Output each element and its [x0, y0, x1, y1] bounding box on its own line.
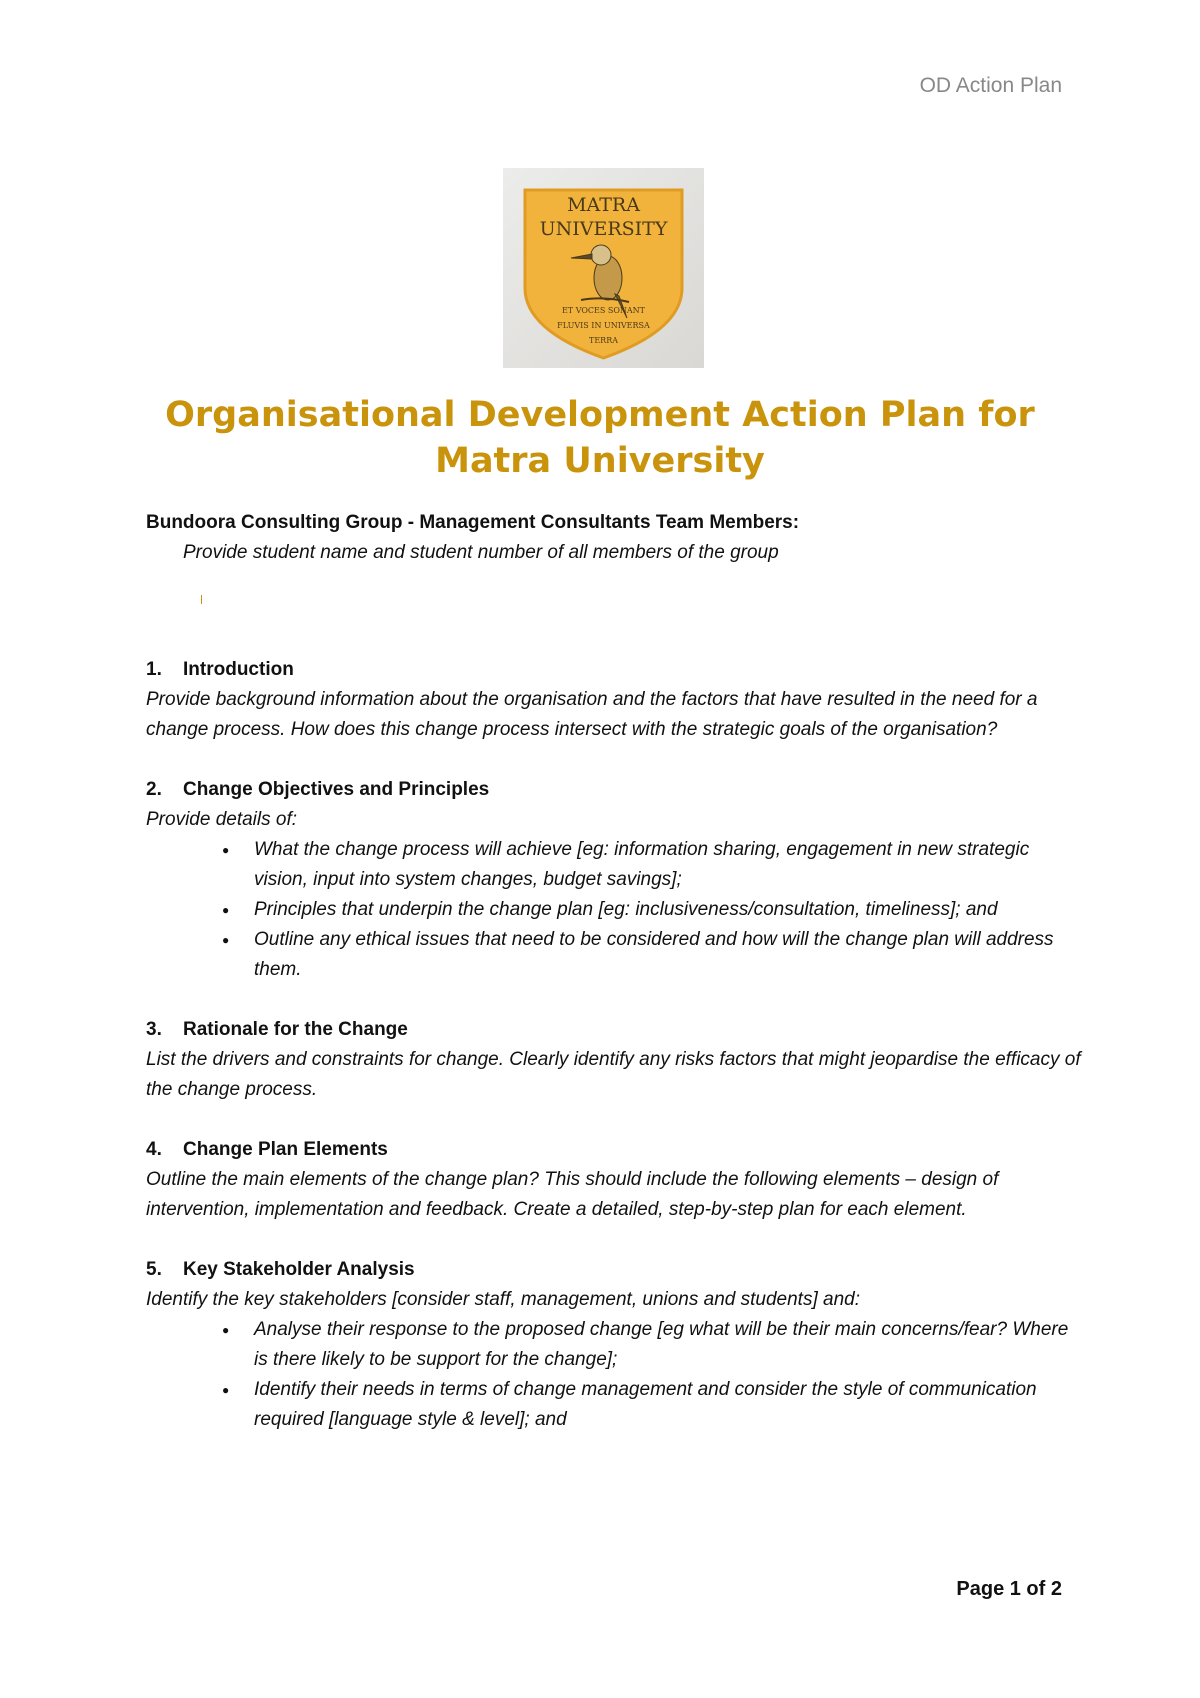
- section-title: Introduction: [183, 659, 294, 680]
- bullet-list: [146, 835, 1086, 985]
- logo-motto-1: ET VOCES SONANT: [561, 306, 646, 315]
- section: [146, 775, 1086, 985]
- university-logo: [503, 168, 704, 368]
- logo-line1: MATRA: [567, 194, 640, 216]
- section-heading: [146, 655, 1086, 685]
- section-text: Provide details of:: [146, 809, 298, 830]
- text-cursor-mark: [201, 595, 202, 604]
- section-text: List the drivers and constraints for change. Clearly identify any risks factors that might jeopardise the efficacy of the change process.: [146, 1049, 1081, 1100]
- section-text: Provide background information about the organisation and the factors that have resulted in the need for a change process. How does this change process intersect with the strategic goals of the organisation?: [146, 689, 1038, 740]
- section-text: Outline the main elements of the change plan? This should include the following elements – design of intervention, implementation and feedback. Create a detailed, step-by-step plan for each element.: [146, 1169, 999, 1220]
- section: [146, 655, 1086, 745]
- logo-line2: UNIVERSITY: [539, 218, 668, 240]
- bullet-list: [146, 1315, 1086, 1435]
- sections: [146, 655, 1086, 1465]
- section-number: 3.: [146, 1019, 162, 1040]
- section-title: Rationale for the Change: [183, 1019, 408, 1040]
- team-instruction: Provide student name and student number of all members of the group: [183, 542, 779, 563]
- section-number: 4.: [146, 1139, 162, 1160]
- page-header: OD Action Plan: [919, 74, 1062, 97]
- logo-motto-3: TERRA: [589, 336, 618, 345]
- team-heading: Bundoora Consulting Group - Management Consultants Team Members:: [146, 512, 800, 533]
- logo-motto-2: FLUVIS IN UNIVERSA: [557, 321, 650, 330]
- section-text: Identify the key stakeholders [consider staff, management, unions and students] and:: [146, 1289, 860, 1310]
- section: [146, 1015, 1086, 1105]
- section-heading: [146, 1015, 1086, 1045]
- title-line-1: Organisational Development Action Plan for: [165, 395, 1035, 435]
- section: [146, 1255, 1086, 1435]
- section: [146, 1135, 1086, 1225]
- section-title: Key Stakeholder Analysis: [183, 1259, 415, 1280]
- bullet-item: ● Principles that underpin the change plan [eg: inclusiveness/consultation, timeliness]; and: [254, 895, 1086, 925]
- bullet-item: ● Outline any ethical issues that need to be considered and how will the change plan will address them.: [254, 925, 1086, 985]
- bullet-item: ● What the change process will achieve [eg: information sharing, engagement in new strategic vision, input into system changes, budget savings];: [254, 835, 1086, 895]
- page-number: Page 1 of 2: [956, 1578, 1062, 1600]
- section-title: Change Objectives and Principles: [183, 779, 490, 800]
- section-heading: [146, 775, 1086, 805]
- section-heading: [146, 1255, 1086, 1285]
- title-line-2: Matra University: [435, 441, 765, 481]
- bullet-item: ● Analyse their response to the proposed change [eg what will be their main concerns/fear? Where is there likely to be support for the change];: [254, 1315, 1086, 1375]
- document-title: [100, 392, 1100, 484]
- section-heading: [146, 1135, 1086, 1165]
- bullet-item: ● Identify their needs in terms of change management and consider the style of communication required [language style & level]; and: [254, 1375, 1086, 1435]
- section-number: 5.: [146, 1259, 162, 1280]
- section-number: 1.: [146, 659, 162, 680]
- section-number: 2.: [146, 779, 162, 800]
- section-title: Change Plan Elements: [183, 1139, 388, 1160]
